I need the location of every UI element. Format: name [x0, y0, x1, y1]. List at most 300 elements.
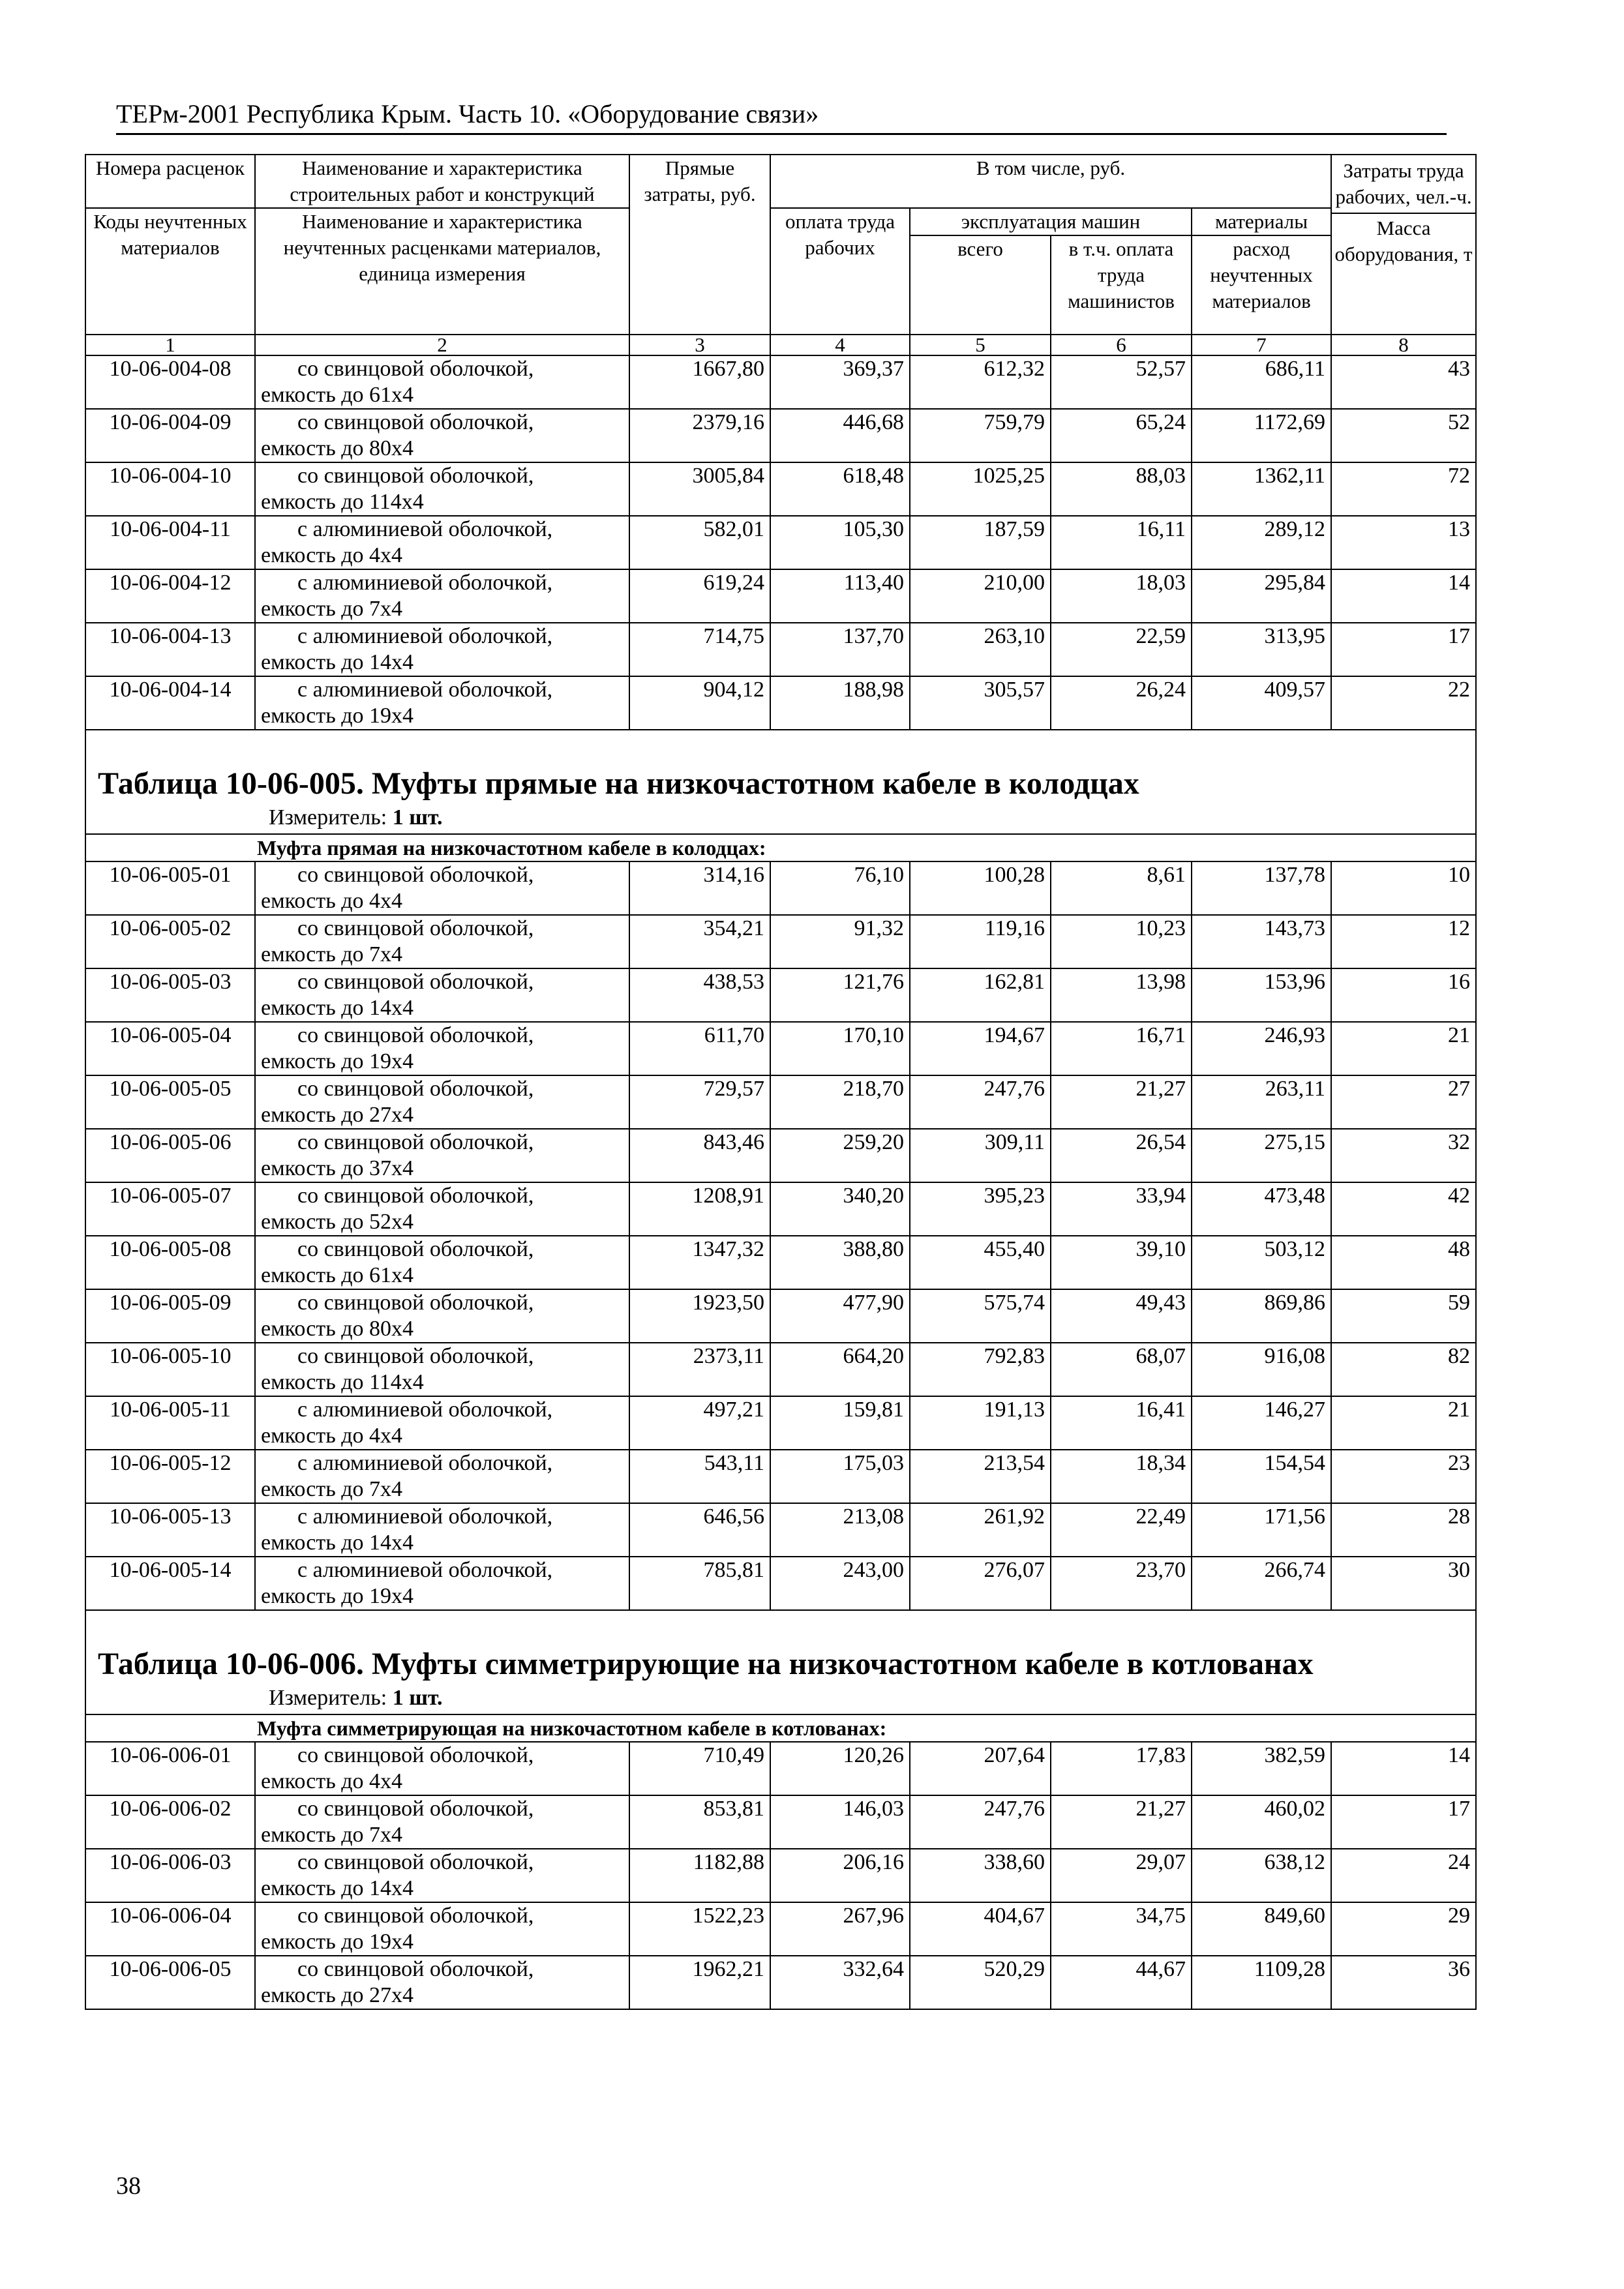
labor-pay-value: 91,32 [770, 915, 910, 968]
table-row [85, 1849, 1476, 1902]
direct-costs-value: 314,16 [629, 861, 770, 915]
rate-code: 10-06-006-02 [85, 1795, 255, 1849]
col-number: 3 [629, 335, 770, 355]
direct-costs-value: 785,81 [629, 1557, 770, 1610]
col-number: 2 [255, 335, 629, 355]
rate-name-line2: емкость до 61х4 [261, 383, 414, 407]
section-row [85, 834, 1476, 861]
rate-name-line1: с алюминиевой оболочкой, [297, 1558, 553, 1582]
rate-name-line2: емкость до 19х4 [261, 704, 414, 728]
rate-name-line1: со свинцовой оболочкой, [297, 1957, 534, 1981]
rate-code: 10-06-005-05 [85, 1075, 255, 1129]
materials-value: 1109,28 [1192, 1956, 1331, 2009]
labor-pay-value: 105,30 [770, 516, 910, 569]
materials-value: 313,95 [1192, 623, 1331, 676]
machinist-pay-value: 8,61 [1051, 861, 1192, 915]
rate-name [255, 1795, 629, 1849]
labor-hours-value: 24 [1331, 1849, 1476, 1902]
materials-value: 275,15 [1192, 1129, 1331, 1182]
machinist-pay-value: 10,23 [1051, 915, 1192, 968]
direct-costs-value: 438,53 [629, 968, 770, 1022]
machinist-pay-value: 26,24 [1051, 676, 1192, 730]
unit-line [98, 803, 1470, 833]
rate-name-line1: со свинцовой оболочкой, [297, 916, 534, 940]
direct-costs-value: 853,81 [629, 1795, 770, 1849]
table-row [85, 1343, 1476, 1396]
machines-total-value: 207,64 [910, 1742, 1051, 1795]
rate-name-line2: емкость до 7х4 [261, 1477, 402, 1501]
rate-name [255, 623, 629, 676]
rate-name-line1: со свинцовой оболочкой, [297, 410, 534, 434]
header-unaccounted-use: расход неучтенных материалов [1192, 235, 1331, 335]
rate-name-line1: со свинцовой оболочкой, [297, 863, 534, 887]
unit-line [98, 1684, 1470, 1714]
labor-pay-value: 369,37 [770, 355, 910, 409]
labor-pay-value: 188,98 [770, 676, 910, 730]
machines-total-value: 404,67 [910, 1902, 1051, 1956]
rate-name-line1: с алюминиевой оболочкой, [297, 571, 553, 595]
labor-pay-value: 170,10 [770, 1022, 910, 1075]
header-materials: материалы [1192, 208, 1331, 235]
direct-costs-value: 2373,11 [629, 1343, 770, 1396]
table-row [85, 1450, 1476, 1503]
rate-name-line2: емкость до 14х4 [261, 650, 414, 674]
section-label: Муфта прямая на низкочастотном кабеле в колодцах: [85, 834, 1476, 861]
rate-name-line2: емкость до 14х4 [261, 996, 414, 1020]
materials-value: 137,78 [1192, 861, 1331, 915]
header-row-2 [85, 208, 1476, 235]
rate-name-line2: емкость до 19х4 [261, 1930, 414, 1954]
labor-pay-value: 213,08 [770, 1503, 910, 1557]
labor-pay-value: 259,20 [770, 1129, 910, 1182]
rate-code: 10-06-005-03 [85, 968, 255, 1022]
machines-total-value: 338,60 [910, 1849, 1051, 1902]
machines-total-value: 191,13 [910, 1396, 1051, 1450]
rate-name-line1: со свинцовой оболочкой, [297, 357, 534, 381]
direct-costs-value: 1962,21 [629, 1956, 770, 2009]
machinist-pay-value: 18,34 [1051, 1450, 1192, 1503]
labor-hours-value: 52 [1331, 409, 1476, 462]
direct-costs-value: 1182,88 [629, 1849, 770, 1902]
table-row [85, 676, 1476, 730]
materials-value: 1172,69 [1192, 409, 1331, 462]
rate-name-line2: емкость до 14х4 [261, 1876, 414, 1900]
machines-total-value: 1025,25 [910, 462, 1051, 516]
labor-pay-value: 218,70 [770, 1075, 910, 1129]
header-name: Наименование и характеристика строительных работ и конструкций [255, 155, 629, 208]
materials-value: 869,86 [1192, 1289, 1331, 1343]
rate-name-line1: со свинцовой оболочкой, [297, 464, 534, 488]
labor-pay-value: 113,40 [770, 569, 910, 623]
materials-value: 686,11 [1192, 355, 1331, 409]
rate-name-line2: емкость до 7х4 [261, 597, 402, 621]
labor-hours-value: 29 [1331, 1902, 1476, 1956]
rate-name [255, 355, 629, 409]
rate-name [255, 516, 629, 569]
rate-code: 10-06-005-14 [85, 1557, 255, 1610]
labor-hours-value: 16 [1331, 968, 1476, 1022]
direct-costs-value: 710,49 [629, 1742, 770, 1795]
rate-name [255, 1236, 629, 1289]
rate-code: 10-06-006-04 [85, 1902, 255, 1956]
rate-name-line1: с алюминиевой оболочкой, [297, 624, 553, 648]
rate-code: 10-06-004-08 [85, 355, 255, 409]
header-labor-cell [1331, 155, 1476, 335]
rate-name [255, 861, 629, 915]
rate-code: 10-06-005-08 [85, 1236, 255, 1289]
running-header: ТЕРм-2001 Республика Крым. Часть 10. «Оборудование связи» [116, 98, 1447, 135]
direct-costs-value: 1923,50 [629, 1289, 770, 1343]
rate-name-line1: со свинцовой оболочкой, [297, 1023, 534, 1047]
machinist-pay-value: 22,59 [1051, 623, 1192, 676]
rate-name-line2: емкость до 80х4 [261, 1317, 414, 1341]
rate-name-line2: емкость до 14х4 [261, 1531, 414, 1555]
machinist-pay-value: 18,03 [1051, 569, 1192, 623]
labor-hours-value: 48 [1331, 1236, 1476, 1289]
labor-pay-value: 664,20 [770, 1343, 910, 1396]
materials-value: 289,12 [1192, 516, 1331, 569]
labor-hours-value: 10 [1331, 861, 1476, 915]
machinist-pay-value: 22,49 [1051, 1503, 1192, 1557]
page-number: 38 [116, 2172, 141, 2200]
materials-value: 171,56 [1192, 1503, 1331, 1557]
labor-hours-value: 22 [1331, 676, 1476, 730]
rate-name-line2: емкость до 4х4 [261, 1424, 402, 1448]
rate-code: 10-06-004-13 [85, 623, 255, 676]
materials-value: 146,27 [1192, 1396, 1331, 1450]
table-gap [85, 730, 1476, 760]
materials-value: 154,54 [1192, 1450, 1331, 1503]
labor-hours-value: 14 [1331, 1742, 1476, 1795]
unit-label: Измеритель: [269, 1686, 387, 1710]
rate-name [255, 1129, 629, 1182]
machinist-pay-value: 21,27 [1051, 1075, 1192, 1129]
labor-pay-value: 332,64 [770, 1956, 910, 2009]
materials-value: 473,48 [1192, 1182, 1331, 1236]
price-table [85, 154, 1477, 2010]
rate-name [255, 409, 629, 462]
labor-pay-value: 243,00 [770, 1557, 910, 1610]
table-row [85, 355, 1476, 409]
unit-value: 1 шт. [392, 805, 443, 830]
rate-code: 10-06-005-04 [85, 1022, 255, 1075]
table-row [85, 968, 1476, 1022]
rate-name-line1: с алюминиевой оболочкой, [297, 1451, 553, 1475]
labor-hours-value: 82 [1331, 1343, 1476, 1396]
table-row [85, 1236, 1476, 1289]
labor-hours-value: 72 [1331, 462, 1476, 516]
table-row [85, 1075, 1476, 1129]
machinist-pay-value: 33,94 [1051, 1182, 1192, 1236]
rate-code: 10-06-004-09 [85, 409, 255, 462]
machines-total-value: 395,23 [910, 1182, 1051, 1236]
col-number: 7 [1192, 335, 1331, 355]
table-row [85, 623, 1476, 676]
table-title-row [85, 1641, 1476, 1714]
direct-costs-value: 611,70 [629, 1022, 770, 1075]
materials-value: 143,73 [1192, 915, 1331, 968]
col-number: 4 [770, 335, 910, 355]
direct-costs-value: 904,12 [629, 676, 770, 730]
machines-total-value: 455,40 [910, 1236, 1051, 1289]
labor-pay-value: 120,26 [770, 1742, 910, 1795]
header-machines: эксплуатация машин [910, 208, 1192, 235]
rate-code: 10-06-006-03 [85, 1849, 255, 1902]
materials-value: 266,74 [1192, 1557, 1331, 1610]
machinist-pay-value: 26,54 [1051, 1129, 1192, 1182]
rate-name-line2: емкость до 7х4 [261, 942, 402, 966]
rate-name [255, 1022, 629, 1075]
materials-value: 1362,11 [1192, 462, 1331, 516]
machinist-pay-value: 39,10 [1051, 1236, 1192, 1289]
rate-name [255, 968, 629, 1022]
table-gap [85, 1610, 1476, 1641]
header-name-unaccounted: Наименование и характеристика неучтенных расценками материалов, единица измерения [255, 208, 629, 335]
table-title: Таблица 10-06-006. Муфты симметрирующие на низкочастотном кабеле в котлованах [98, 1647, 1314, 1681]
rate-name [255, 915, 629, 968]
col-number: 1 [85, 335, 255, 355]
materials-value: 460,02 [1192, 1795, 1331, 1849]
materials-value: 638,12 [1192, 1849, 1331, 1902]
direct-costs-value: 3005,84 [629, 462, 770, 516]
rate-code: 10-06-004-14 [85, 676, 255, 730]
direct-costs-value: 497,21 [629, 1396, 770, 1450]
labor-hours-value: 23 [1331, 1450, 1476, 1503]
labor-pay-value: 446,68 [770, 409, 910, 462]
materials-value: 153,96 [1192, 968, 1331, 1022]
header-incl: В том числе, руб. [770, 155, 1331, 208]
rate-name [255, 1849, 629, 1902]
materials-value: 382,59 [1192, 1742, 1331, 1795]
materials-value: 263,11 [1192, 1075, 1331, 1129]
unit-value: 1 шт. [392, 1686, 443, 1710]
header-code-unaccounted: Коды неучтенных материалов [85, 208, 255, 335]
rate-name-line2: емкость до 52х4 [261, 1210, 414, 1234]
header-mass: Масса оборудования, т [1332, 213, 1475, 269]
rate-name-line1: со свинцовой оболочкой, [297, 1797, 534, 1821]
rate-name-line1: со свинцовой оболочкой, [297, 1291, 534, 1315]
rate-name-line2: емкость до 4х4 [261, 889, 402, 913]
machines-total-value: 194,67 [910, 1022, 1051, 1075]
direct-costs-value: 543,11 [629, 1450, 770, 1503]
machinist-pay-value: 16,71 [1051, 1022, 1192, 1075]
labor-pay-value: 76,10 [770, 861, 910, 915]
rate-name-line1: со свинцовой оболочкой, [297, 1130, 534, 1154]
header-row-1 [85, 155, 1476, 208]
labor-hours-value: 43 [1331, 355, 1476, 409]
header-labor: Затраты труда рабочих, чел.-ч. [1335, 159, 1472, 208]
header-machinist-pay: в т.ч. оплата труда машинистов [1051, 235, 1192, 335]
machinist-pay-value: 21,27 [1051, 1795, 1192, 1849]
rate-code: 10-06-005-06 [85, 1129, 255, 1182]
rate-code: 10-06-005-10 [85, 1343, 255, 1396]
table-row [85, 516, 1476, 569]
rate-name-line1: с алюминиевой оболочкой, [297, 517, 553, 541]
machinist-pay-value: 52,57 [1051, 355, 1192, 409]
rate-name-line1: со свинцовой оболочкой, [297, 1237, 534, 1261]
rate-name [255, 1396, 629, 1450]
direct-costs-value: 843,46 [629, 1129, 770, 1182]
labor-pay-value: 206,16 [770, 1849, 910, 1902]
labor-hours-value: 17 [1331, 1795, 1476, 1849]
rate-name [255, 1450, 629, 1503]
labor-pay-value: 477,90 [770, 1289, 910, 1343]
col-number: 6 [1051, 335, 1192, 355]
machinist-pay-value: 16,11 [1051, 516, 1192, 569]
table-title: Таблица 10-06-005. Муфты прямые на низкочастотном кабеле в колодцах [98, 766, 1139, 801]
rate-name-line1: с алюминиевой оболочкой, [297, 1504, 553, 1529]
labor-pay-value: 137,70 [770, 623, 910, 676]
direct-costs-value: 582,01 [629, 516, 770, 569]
materials-value: 849,60 [1192, 1902, 1331, 1956]
machinist-pay-value: 34,75 [1051, 1902, 1192, 1956]
machines-total-value: 261,92 [910, 1503, 1051, 1557]
rate-name-line1: со свинцовой оболочкой, [297, 1344, 534, 1368]
rate-name-line2: емкость до 114х4 [261, 1370, 424, 1394]
machines-total-value: 100,28 [910, 861, 1051, 915]
rate-name-line2: емкость до 37х4 [261, 1156, 414, 1180]
direct-costs-value: 1522,23 [629, 1902, 770, 1956]
machines-total-value: 612,32 [910, 355, 1051, 409]
unit-label: Измеритель: [269, 805, 387, 830]
machines-total-value: 305,57 [910, 676, 1051, 730]
section-label: Муфта симметрирующая на низкочастотном кабеле в котлованах: [85, 1714, 1476, 1742]
rate-name-line2: емкость до 19х4 [261, 1049, 414, 1073]
machines-total-value: 792,83 [910, 1343, 1051, 1396]
labor-hours-value: 28 [1331, 1503, 1476, 1557]
machinist-pay-value: 44,67 [1051, 1956, 1192, 2009]
rate-name-line2: емкость до 7х4 [261, 1823, 402, 1847]
rate-code: 10-06-006-01 [85, 1742, 255, 1795]
direct-costs-value: 1208,91 [629, 1182, 770, 1236]
col-number: 8 [1331, 335, 1476, 355]
table-row [85, 1396, 1476, 1450]
rate-code: 10-06-005-01 [85, 861, 255, 915]
machines-total-value: 263,10 [910, 623, 1051, 676]
machinist-pay-value: 16,41 [1051, 1396, 1192, 1450]
machines-total-value: 213,54 [910, 1450, 1051, 1503]
header-machines-total: всего [910, 235, 1051, 335]
machines-total-value: 247,76 [910, 1075, 1051, 1129]
header-code: Номера расценок [85, 155, 255, 208]
header-direct-costs: Прямые затраты, руб. [629, 155, 770, 335]
direct-costs-value: 2379,16 [629, 409, 770, 462]
rate-name-line1: со свинцовой оболочкой, [297, 1184, 534, 1208]
machines-total-value: 119,16 [910, 915, 1051, 968]
direct-costs-value: 714,75 [629, 623, 770, 676]
table-row [85, 1182, 1476, 1236]
labor-pay-value: 146,03 [770, 1795, 910, 1849]
table-row [85, 1557, 1476, 1610]
machines-total-value: 210,00 [910, 569, 1051, 623]
table-row [85, 1742, 1476, 1795]
rate-name-line1: со свинцовой оболочкой, [297, 1850, 534, 1874]
direct-costs-value: 619,24 [629, 569, 770, 623]
rate-name-line2: емкость до 4х4 [261, 1769, 402, 1793]
rate-name-line1: со свинцовой оболочкой, [297, 1077, 534, 1101]
labor-hours-value: 42 [1331, 1182, 1476, 1236]
header-labor-pay: оплата труда рабочих [770, 208, 910, 335]
rate-name-line2: емкость до 27х4 [261, 1983, 414, 2007]
labor-hours-value: 36 [1331, 1956, 1476, 2009]
rate-name-line1: со свинцовой оболочкой, [297, 1743, 534, 1767]
materials-value: 246,93 [1192, 1022, 1331, 1075]
labor-pay-value: 340,20 [770, 1182, 910, 1236]
labor-pay-value: 267,96 [770, 1902, 910, 1956]
machines-total-value: 575,74 [910, 1289, 1051, 1343]
labor-hours-value: 59 [1331, 1289, 1476, 1343]
machines-total-value: 187,59 [910, 516, 1051, 569]
col-number: 5 [910, 335, 1051, 355]
machines-total-value: 520,29 [910, 1956, 1051, 2009]
machinist-pay-value: 17,83 [1051, 1742, 1192, 1795]
table-row [85, 1902, 1476, 1956]
table-row [85, 409, 1476, 462]
labor-hours-value: 17 [1331, 623, 1476, 676]
rate-name [255, 1343, 629, 1396]
labor-pay-value: 121,76 [770, 968, 910, 1022]
table-row [85, 1289, 1476, 1343]
table-row [85, 1795, 1476, 1849]
rate-name [255, 1075, 629, 1129]
machinist-pay-value: 23,70 [1051, 1557, 1192, 1610]
table-row [85, 861, 1476, 915]
labor-hours-value: 12 [1331, 915, 1476, 968]
table-row [85, 462, 1476, 516]
rate-code: 10-06-005-11 [85, 1396, 255, 1450]
machines-total-value: 276,07 [910, 1557, 1051, 1610]
labor-hours-value: 21 [1331, 1022, 1476, 1075]
rate-name [255, 1289, 629, 1343]
table-row [85, 1503, 1476, 1557]
rate-name [255, 1557, 629, 1610]
machines-total-value: 759,79 [910, 409, 1051, 462]
machinist-pay-value: 49,43 [1051, 1289, 1192, 1343]
machines-total-value: 247,76 [910, 1795, 1051, 1849]
machinist-pay-value: 13,98 [1051, 968, 1192, 1022]
materials-value: 295,84 [1192, 569, 1331, 623]
direct-costs-value: 646,56 [629, 1503, 770, 1557]
direct-costs-value: 729,57 [629, 1075, 770, 1129]
table-title-row [85, 760, 1476, 834]
materials-value: 916,08 [1192, 1343, 1331, 1396]
labor-hours-value: 14 [1331, 569, 1476, 623]
table-row [85, 915, 1476, 968]
rate-name-line2: емкость до 19х4 [261, 1584, 414, 1608]
direct-costs-value: 1347,32 [629, 1236, 770, 1289]
machines-total-value: 309,11 [910, 1129, 1051, 1182]
rate-name [255, 1902, 629, 1956]
materials-value: 503,12 [1192, 1236, 1331, 1289]
rate-name [255, 1742, 629, 1795]
rate-code: 10-06-005-13 [85, 1503, 255, 1557]
materials-value: 409,57 [1192, 676, 1331, 730]
labor-hours-value: 13 [1331, 516, 1476, 569]
rate-name [255, 1956, 629, 2009]
rate-code: 10-06-004-10 [85, 462, 255, 516]
header-column-numbers [85, 335, 1476, 355]
direct-costs-value: 354,21 [629, 915, 770, 968]
rate-code: 10-06-005-02 [85, 915, 255, 968]
rate-name-line1: со свинцовой оболочкой, [297, 1904, 534, 1928]
rate-name-line2: емкость до 80х4 [261, 436, 414, 460]
rate-name-line1: с алюминиевой оболочкой, [297, 1398, 553, 1422]
rate-name [255, 1503, 629, 1557]
machinist-pay-value: 88,03 [1051, 462, 1192, 516]
rate-name-line1: со свинцовой оболочкой, [297, 970, 534, 994]
rate-code: 10-06-005-07 [85, 1182, 255, 1236]
labor-hours-value: 27 [1331, 1075, 1476, 1129]
